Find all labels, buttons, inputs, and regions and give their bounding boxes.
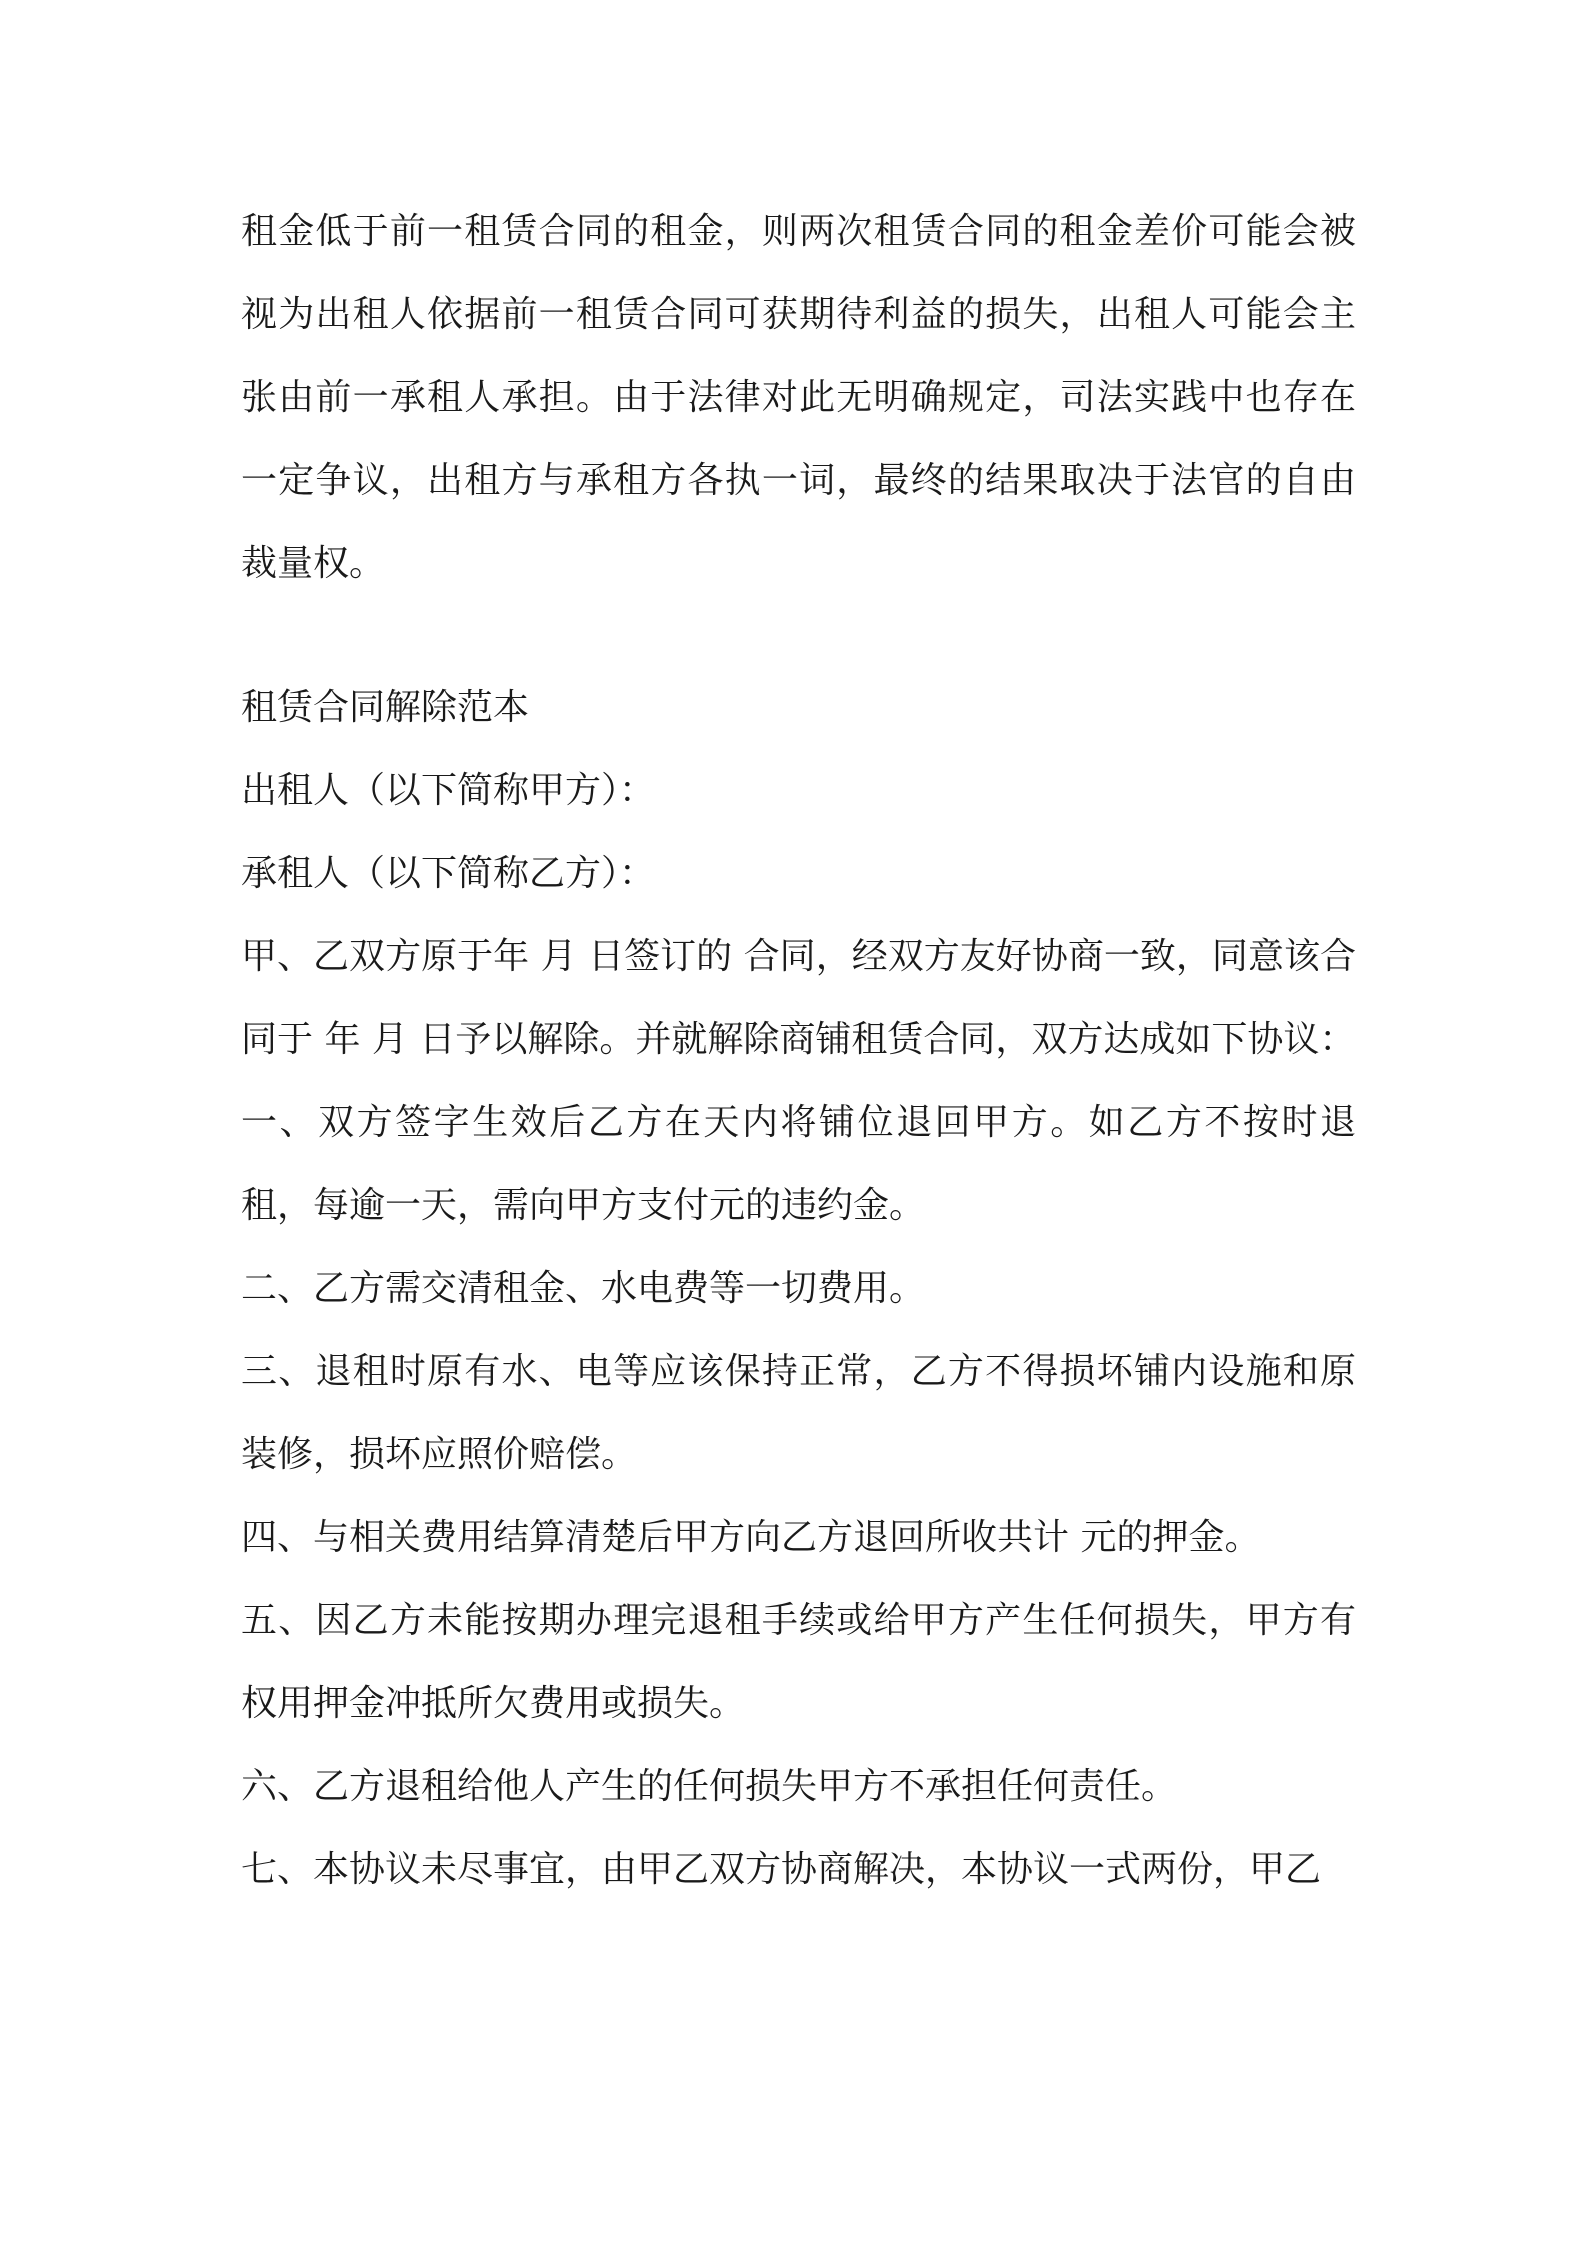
clause-1: 一、双方签字生效后乙方在天内将铺位退回甲方。如乙方不按时退租，每逾一天，需向甲方支付元的违约金。 xyxy=(241,1102,1356,1226)
clause-7: 七、本协议未尽事宜，由甲乙双方协商解决，本协议一式两份，甲乙 xyxy=(241,1849,1322,1890)
lessor-line: 出租人（以下简称甲方）： xyxy=(241,770,656,811)
clause-6: 六、乙方退租给他人产生的任何损失甲方不承担任何责任。 xyxy=(241,1766,1178,1807)
sample-title: 租赁合同解除范本 xyxy=(241,687,530,728)
intro-section xyxy=(241,190,1356,605)
clause-3: 三、退租时原有水、电等应该保持正常，乙方不得损坏铺内设施和原装修，损坏应照价赔偿。 xyxy=(241,1351,1356,1475)
clause-2: 二、乙方需交清租金、水电费等一切费用。 xyxy=(241,1268,926,1309)
clause-4: 四、与相关费用结算清楚后甲方向乙方退回所收共计 元的押金。 xyxy=(241,1517,1261,1558)
intro-paragraph: 租金低于前一租赁合同的租金，则两次租赁合同的租金差价可能会被视为出租人依据前一租赁合同可获期待利益的损失，出租人可能会主张由前一承租人承担。由于法律对此无明确规定，司法实践中也存在一定争议，出租方与承租方各执一词，最终的结果取决于法官的自由裁量权。 xyxy=(241,211,1356,584)
lessee-line: 承租人（以下简称乙方）： xyxy=(241,853,656,894)
termination-sample-section xyxy=(241,666,1356,1911)
document-body xyxy=(241,190,1356,1911)
preamble-paragraph: 甲、乙双方原于年 月 日签订的 合同，经双方友好协商一致，同意该合同于 年 月 日予以解除。并就解除商铺租赁合同，双方达成如下协议： xyxy=(241,936,1356,1060)
clause-5: 五、因乙方未能按期办理完退租手续或给甲方产生任何损失，甲方有权用押金冲抵所欠费用或损失。 xyxy=(241,1600,1356,1724)
